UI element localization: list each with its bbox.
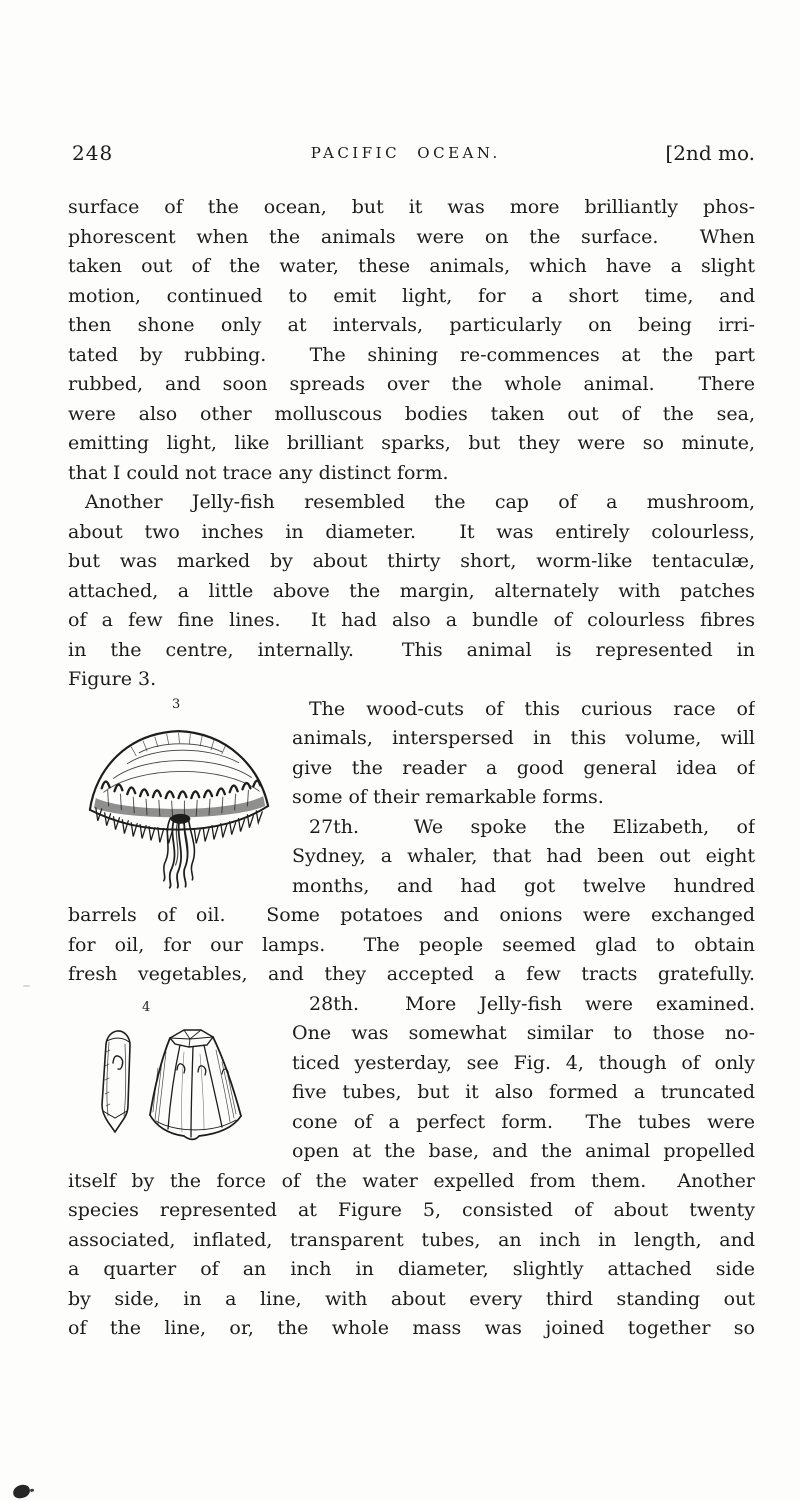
tube-and-cone-jellyfish-illustration <box>94 1018 252 1146</box>
page-number: 248 <box>72 141 114 165</box>
month-reference: [2nd mo. <box>665 141 755 165</box>
text-line: some of their remarkable forms. <box>292 786 604 808</box>
text-line: months, and had got twelve hundred <box>292 874 755 897</box>
paragraph-phosphorescence <box>68 193 755 488</box>
text-line: One was somewhat similar to those no- <box>292 1022 755 1044</box>
text-line: emitting light, like brilliant sparks, but they were so minute, <box>68 432 755 454</box>
text-line: cone of a perfect form. The tubes were <box>292 1110 755 1133</box>
text-line: animals, interspersed in this volume, will <box>292 727 755 749</box>
text-line: 28th. More Jelly-fish were examined. <box>309 992 755 1015</box>
figure-4-tube-jellyfish-woodcut <box>68 990 292 1166</box>
text-line: rubbed, and soon spreads over the whole animal. There <box>68 373 755 395</box>
text-line: phorescent when the animals were on the surface. When <box>68 225 755 248</box>
text-line: surface of the ocean, but it was more brilliantly phos- <box>68 196 755 218</box>
text-line: give the reader a good general idea of <box>292 756 755 779</box>
text-line: 27th. We spoke the Elizabeth, of <box>309 815 755 838</box>
text-line: that I could not trace any distinct form. <box>68 461 449 484</box>
text-line: about two inches in diameter. It was entirely colourless, <box>68 520 755 543</box>
text-line: attached, a little above the margin, alternately with patches <box>68 579 755 602</box>
text-line: Figure 3. <box>68 668 157 690</box>
text-line: a quarter of an inch in diameter, slightly attached side <box>68 1258 755 1280</box>
text-line: fresh vegetables, and they accepted a few tracts gratefully. <box>68 963 755 985</box>
text-line: species represented at Figure 5, consisted of about twenty <box>68 1199 755 1221</box>
text-line: ticed yesterday, see Fig. 4, though of only <box>292 1051 755 1074</box>
jellyfish-mushroom-cap-illustration <box>84 719 276 889</box>
scan-speck-artifact <box>23 985 30 987</box>
text-line: motion, continued to emit light, for a short time, and <box>68 284 755 307</box>
text-line: then shone only at intervals, particularly on being irri- <box>68 314 755 336</box>
text-line: were also other molluscous bodies taken out of the sea, <box>68 402 755 425</box>
page-content <box>68 141 755 1344</box>
running-head <box>68 141 755 171</box>
text-line: open at the base, and the animal propelled <box>292 1140 755 1162</box>
text-line: by side, in a line, with about every third standing out <box>68 1287 755 1310</box>
text-line: for oil, for our lamps. The people seemed glad to obtain <box>68 933 755 956</box>
text-line: tated by rubbing. The shining re-commences at the part <box>68 343 755 366</box>
ink-blot-artifact <box>12 1483 31 1499</box>
text-line: five tubes, but it also formed a truncated <box>292 1081 755 1103</box>
text-line: Sydney, a whaler, that had been out eight <box>292 845 755 867</box>
text-line: in the centre, internally. This animal is represented in <box>68 638 755 661</box>
text-line: Another Jelly-fish resembled the cap of a mushroom, <box>85 491 755 513</box>
figure-4-label: 4 <box>142 999 151 1015</box>
paragraph-mushroom-jellyfish <box>68 488 755 695</box>
running-title: PACIFIC OCEAN. <box>310 144 501 162</box>
text-line: but was marked by about thirty short, worm-like tentaculæ, <box>68 550 755 572</box>
text-line: associated, inflated, transparent tubes, an inch in length, and <box>68 1228 755 1251</box>
text-line: itself by the force of the water expelled from them. Another <box>68 1169 755 1192</box>
text-line: The wood-cuts of this curious race of <box>309 697 755 720</box>
text-line: barrels of oil. Some potatoes and onions were exchanged <box>68 904 755 926</box>
figure-3-label: 3 <box>172 696 181 712</box>
text-line: of the line, or, the whole mass was joined together so <box>68 1317 755 1339</box>
text-line: taken out of the water, these animals, which have a slight <box>68 255 755 277</box>
text-line: of a few fine lines. It had also a bundle of colourless fibres <box>68 609 755 631</box>
figure-3-jellyfish-woodcut <box>68 695 292 901</box>
